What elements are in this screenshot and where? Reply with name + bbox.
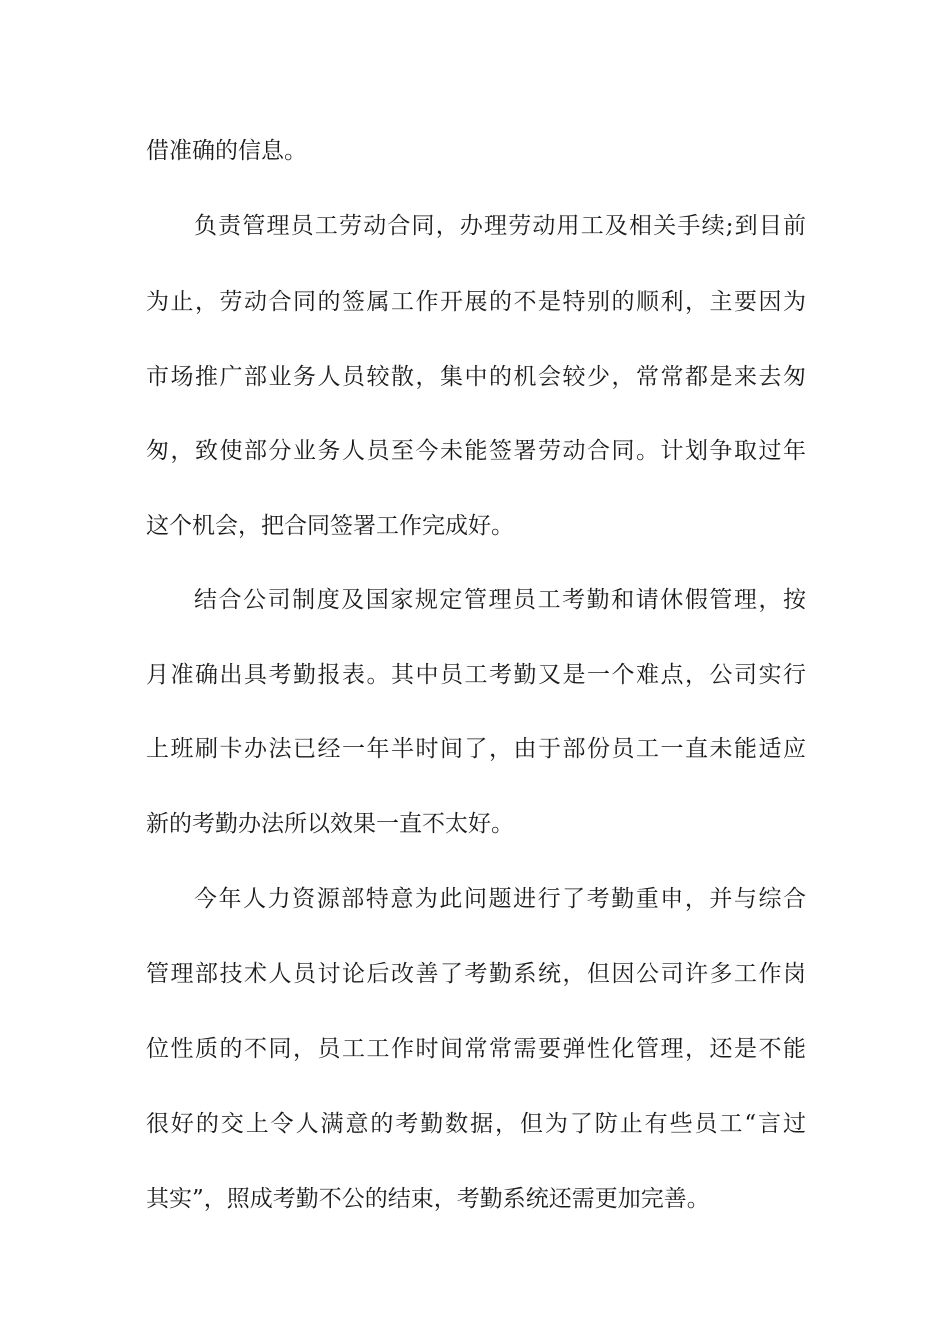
text-line: 月准确出具考勤报表。其中员工考勤又是一个难点，公司实行 bbox=[146, 662, 806, 688]
text-line: 借准确的信息。 bbox=[146, 138, 307, 164]
text-line: 这个机会，把合同签署工作完成好。 bbox=[146, 513, 514, 539]
paragraph-first-line: 结合公司制度及国家规定管理员工考勤和请休假管理，按 bbox=[194, 587, 806, 613]
text-line: 很好的交上令人满意的考勤数据，但为了防止有些员工“言过 bbox=[146, 1111, 806, 1137]
text-line: 匆，致使部分业务人员至今未能签署劳动合同。计划争取过年 bbox=[146, 438, 806, 464]
text-line: 上班刷卡办法已经一年半时间了，由于部份员工一直未能适应 bbox=[146, 736, 806, 762]
text-line: 位性质的不同，员工工作时间常常需要弹性化管理，还是不能 bbox=[146, 1036, 806, 1062]
text-line: 为止，劳动合同的签属工作开展的不是特别的顺利，主要因为 bbox=[146, 289, 806, 315]
paragraph-first-line: 负责管理员工劳动合同，办理劳动用工及相关手续;到目前 bbox=[194, 213, 806, 239]
text-line: 市场推广部业务人员较散，集中的机会较少，常常都是来去匆 bbox=[146, 364, 806, 390]
text-line: 新的考勤办法所以效果一直不太好。 bbox=[146, 811, 514, 837]
text-line: 管理部技术人员讨论后改善了考勤系统，但因公司许多工作岗 bbox=[146, 961, 806, 987]
paragraph-first-line: 今年人力资源部特意为此问题进行了考勤重申，并与综合 bbox=[194, 886, 806, 912]
text-line: 其实”，照成考勤不公的结束，考勤系统还需更加完善。 bbox=[146, 1186, 710, 1212]
